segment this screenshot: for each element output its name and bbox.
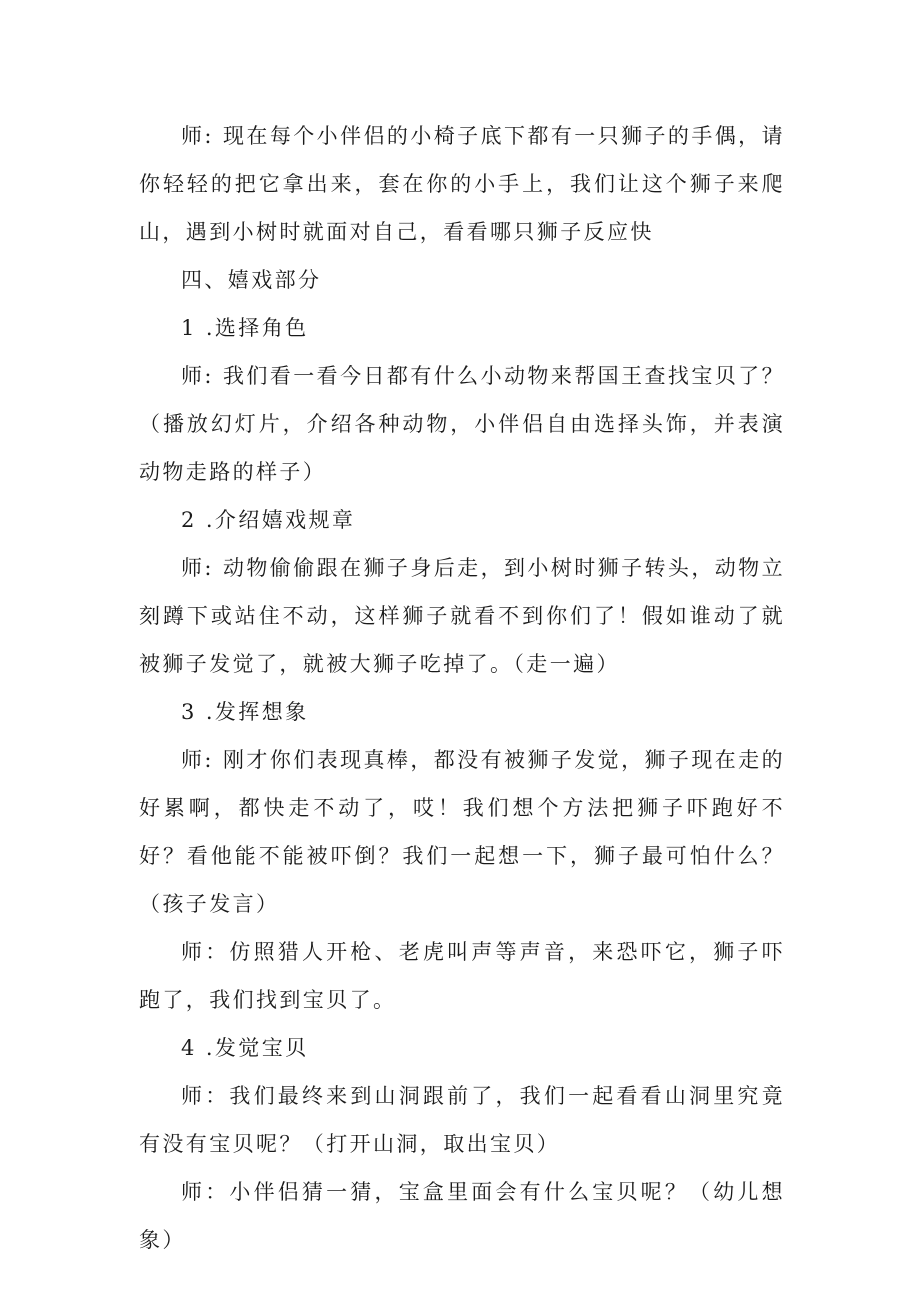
paragraph-lion-puppet: 师: 现在每个小伴侣的小椅子底下都有一只狮子的手偶，请你轻轻的把它拿出来，套在你的小手上，我们让这个狮子来爬山，遇到小树时就面对自己，看看哪只狮子反应快: [139, 124, 785, 244]
paragraph-scare-lion: 师：仿照猎人开枪、老虎叫声等声音，来恐吓它，狮子吓跑了，我们找到宝贝了。: [139, 940, 785, 1012]
step-heading-rules: 2 .介绍嬉戏规章: [181, 508, 356, 532]
paragraph-choose-role: 师: 我们看一看今日都有什么小动物来帮国王查找宝贝了？（播放幻灯片，介绍各种动物，小伴侣自由选择头饰，并表演动物走路的样子）: [139, 364, 785, 484]
paragraph-imagination: 师: 刚才你们表现真棒，都没有被狮子发觉，狮子现在走的好累啊，都快走不动了，哎！我们想个方法把狮子吓跑好不好？看他能不能被吓倒？我们一起想一下，狮子最可怕什么？（孩子发言）: [139, 748, 785, 916]
step-heading-choose-role: 1 .选择角色: [181, 316, 309, 340]
section-heading-game: 四、嬉戏部分: [181, 268, 322, 292]
step-heading-imagination: 3 .发挥想象: [181, 700, 309, 724]
paragraph-cave: 师：我们最终来到山洞跟前了，我们一起看看山洞里究竟有没有宝贝呢？（打开山洞，取出宝贝）: [139, 1084, 785, 1156]
paragraph-guess-treasure: 师：小伴侣猜一猜，宝盒里面会有什么宝贝呢？（幼儿想象）: [139, 1180, 785, 1252]
paragraph-rules: 师: 动物偷偷跟在狮子身后走，到小树时狮子转头，动物立刻蹲下或站住不动，这样狮子就看不到你们了！假如谁动了就被狮子发觉了，就被大狮子吃掉了。（走一遍）: [139, 556, 785, 676]
step-heading-find-treasure: 4 .发觉宝贝: [181, 1036, 309, 1060]
document-body: [139, 112, 785, 1264]
